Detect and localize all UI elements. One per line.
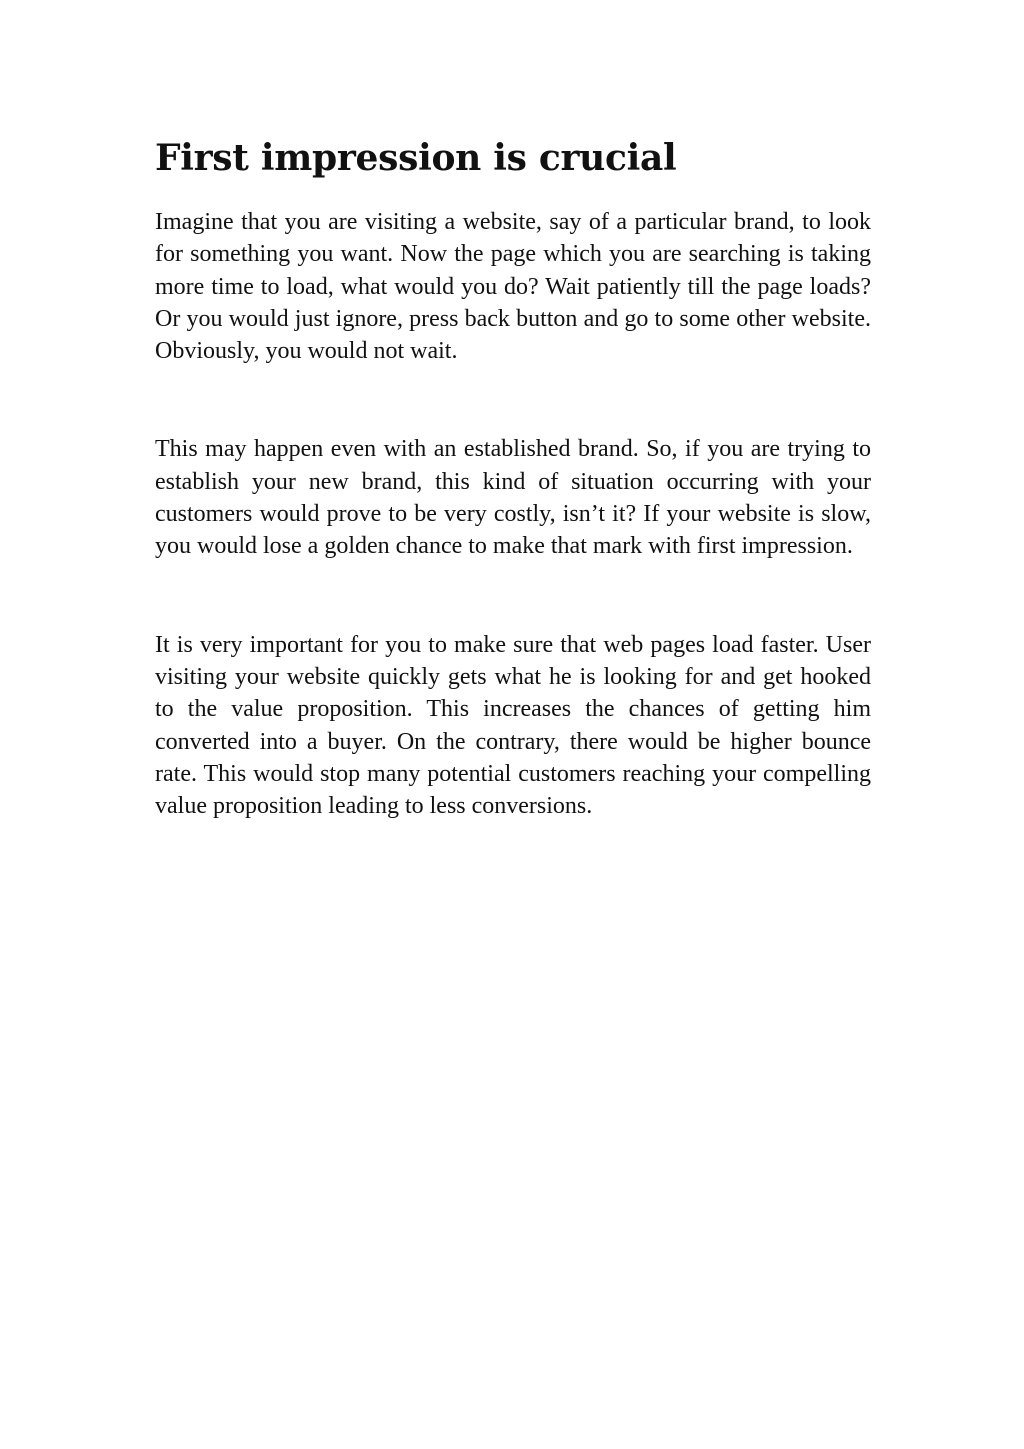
- document-content: [155, 132, 871, 822]
- paragraph-2: This may happen even with an established brand. So, if you are trying to establish your new brand, this kind of situation occurring with your customers would prove to be very costly, isn’t it? If your website is slow, you would lose a golden chance to make that mark with first impression.: [155, 436, 871, 560]
- paragraph-1: Imagine that you are visiting a website, say of a particular brand, to look for something you want. Now the page which you are searching is taking more time to load, what would you do? Wait patiently till the page loads? Or you would just ignore, press back button and go to some other website. Obviously, you would not wait.: [155, 209, 871, 365]
- page-title: First impression is crucial: [155, 137, 677, 179]
- paragraph-3: It is very important for you to make sure that web pages load faster. User visiting your website quickly gets what he is looking for and get hooked to the value proposition. This increases the chances of getting him converted into a buyer. On the contrary, there would be higher bounce rate. This would stop many potential customers reaching your compelling value proposition leading to less conversions.: [155, 631, 871, 820]
